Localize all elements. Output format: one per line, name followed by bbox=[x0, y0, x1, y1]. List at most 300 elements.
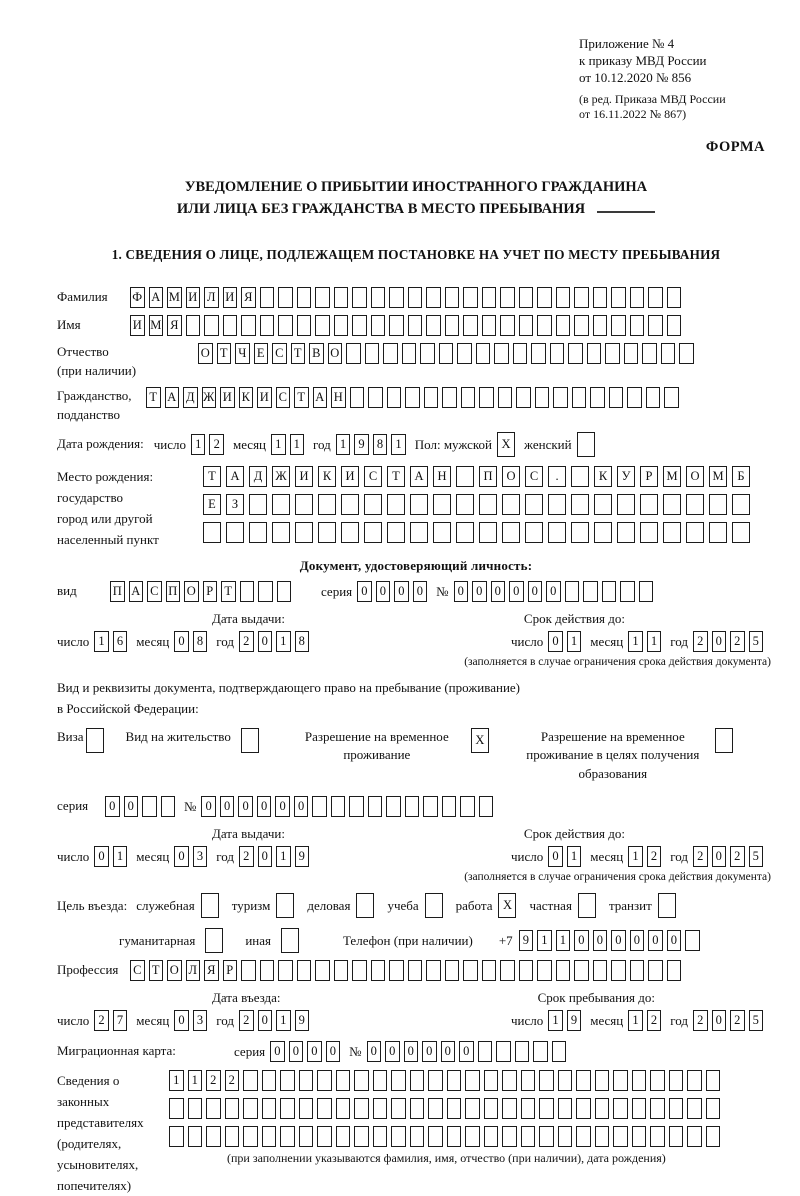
form-cell[interactable] bbox=[648, 960, 663, 981]
form-cell[interactable] bbox=[391, 1070, 406, 1091]
form-cell[interactable]: 8 bbox=[295, 631, 310, 652]
form-cell[interactable] bbox=[317, 1070, 332, 1091]
purpose-business-checkbox[interactable] bbox=[356, 893, 378, 918]
form-cell[interactable]: П bbox=[166, 581, 181, 602]
form-cell[interactable]: 0 bbox=[491, 581, 506, 602]
form-cell[interactable]: 0 bbox=[258, 846, 273, 867]
form-cell[interactable] bbox=[243, 1126, 258, 1147]
form-cell[interactable] bbox=[611, 287, 626, 308]
form-cell[interactable] bbox=[373, 1070, 388, 1091]
form-cell[interactable]: 0 bbox=[422, 1041, 437, 1062]
form-cell[interactable]: X bbox=[471, 728, 489, 753]
form-cell[interactable]: 8 bbox=[373, 434, 388, 455]
form-cell[interactable] bbox=[334, 287, 349, 308]
form-cell[interactable] bbox=[494, 343, 509, 364]
form-cell[interactable] bbox=[583, 581, 598, 602]
form-cell[interactable] bbox=[364, 522, 382, 543]
form-cell[interactable] bbox=[334, 315, 349, 336]
form-cell[interactable] bbox=[424, 387, 439, 408]
form-cell[interactable]: И bbox=[186, 287, 201, 308]
purpose-official-checkbox[interactable] bbox=[201, 893, 223, 918]
form-cell[interactable] bbox=[387, 522, 405, 543]
form-cell[interactable] bbox=[686, 494, 704, 515]
form-cell[interactable] bbox=[356, 893, 374, 918]
form-cell[interactable] bbox=[685, 930, 700, 951]
form-cell[interactable] bbox=[484, 1126, 499, 1147]
form-cell[interactable] bbox=[519, 287, 534, 308]
form-cell[interactable] bbox=[433, 494, 451, 515]
form-cell[interactable]: А bbox=[149, 287, 164, 308]
form-cell[interactable]: М bbox=[167, 287, 182, 308]
form-cell[interactable]: 1 bbox=[628, 631, 643, 652]
form-cell[interactable] bbox=[669, 1070, 684, 1091]
form-cell[interactable] bbox=[206, 1126, 221, 1147]
form-cell[interactable] bbox=[595, 1126, 610, 1147]
form-cell[interactable] bbox=[550, 343, 565, 364]
form-cell[interactable] bbox=[715, 728, 733, 753]
form-cell[interactable]: 2 bbox=[239, 846, 254, 867]
form-cell[interactable]: Т bbox=[203, 466, 221, 487]
form-cell[interactable] bbox=[605, 343, 620, 364]
form-cell[interactable] bbox=[142, 796, 157, 817]
form-cell[interactable] bbox=[445, 960, 460, 981]
form-cell[interactable]: 0 bbox=[367, 1041, 382, 1062]
form-cell[interactable] bbox=[568, 343, 583, 364]
form-cell[interactable] bbox=[426, 287, 441, 308]
form-cell[interactable]: Б bbox=[732, 466, 750, 487]
form-cell[interactable] bbox=[706, 1126, 721, 1147]
form-cell[interactable]: 2 bbox=[693, 631, 708, 652]
form-cell[interactable] bbox=[272, 522, 290, 543]
form-cell[interactable] bbox=[389, 960, 404, 981]
form-cell[interactable] bbox=[334, 960, 349, 981]
form-cell[interactable] bbox=[280, 1098, 295, 1119]
form-cell[interactable] bbox=[658, 893, 676, 918]
form-cell[interactable] bbox=[456, 494, 474, 515]
form-cell[interactable]: X bbox=[497, 432, 515, 457]
form-cell[interactable] bbox=[350, 387, 365, 408]
sex-female-checkbox[interactable] bbox=[577, 432, 599, 457]
form-cell[interactable] bbox=[539, 1098, 554, 1119]
form-cell[interactable]: 0 bbox=[201, 796, 216, 817]
form-cell[interactable] bbox=[553, 387, 568, 408]
form-cell[interactable] bbox=[706, 1098, 721, 1119]
form-cell[interactable] bbox=[502, 494, 520, 515]
form-cell[interactable] bbox=[280, 1070, 295, 1091]
form-cell[interactable] bbox=[276, 893, 294, 918]
form-cell[interactable]: 0 bbox=[174, 846, 189, 867]
form-cell[interactable]: М bbox=[149, 315, 164, 336]
form-cell[interactable]: 2 bbox=[206, 1070, 221, 1091]
form-cell[interactable]: Н bbox=[331, 387, 346, 408]
form-cell[interactable]: 2 bbox=[647, 1010, 662, 1031]
form-cell[interactable]: И bbox=[257, 387, 272, 408]
form-cell[interactable]: 0 bbox=[630, 930, 645, 951]
form-cell[interactable] bbox=[445, 315, 460, 336]
form-cell[interactable] bbox=[548, 494, 566, 515]
form-cell[interactable] bbox=[410, 1126, 425, 1147]
form-cell[interactable]: К bbox=[594, 466, 612, 487]
form-cell[interactable] bbox=[667, 287, 682, 308]
form-cell[interactable] bbox=[556, 315, 571, 336]
form-cell[interactable]: З bbox=[226, 494, 244, 515]
form-cell[interactable] bbox=[297, 960, 312, 981]
form-cell[interactable] bbox=[476, 343, 491, 364]
form-cell[interactable] bbox=[465, 1126, 480, 1147]
form-cell[interactable] bbox=[465, 1070, 480, 1091]
form-cell[interactable]: 1 bbox=[276, 1010, 291, 1031]
form-cell[interactable]: Д bbox=[183, 387, 198, 408]
form-cell[interactable] bbox=[410, 1070, 425, 1091]
form-cell[interactable]: Т bbox=[387, 466, 405, 487]
form-cell[interactable]: 1 bbox=[548, 1010, 563, 1031]
temp-residence-permit-checkbox[interactable] bbox=[471, 728, 493, 753]
form-cell[interactable] bbox=[479, 387, 494, 408]
form-cell[interactable]: Я bbox=[167, 315, 182, 336]
form-cell[interactable] bbox=[539, 1070, 554, 1091]
form-cell[interactable]: Т bbox=[221, 581, 236, 602]
form-cell[interactable] bbox=[373, 1126, 388, 1147]
form-cell[interactable] bbox=[577, 432, 595, 457]
form-cell[interactable]: И bbox=[341, 466, 359, 487]
form-cell[interactable]: 1 bbox=[567, 846, 582, 867]
form-cell[interactable] bbox=[223, 315, 238, 336]
purpose-other-checkbox[interactable] bbox=[281, 928, 303, 953]
form-cell[interactable] bbox=[482, 287, 497, 308]
form-cell[interactable] bbox=[602, 581, 617, 602]
form-cell[interactable]: Л bbox=[186, 960, 201, 981]
form-cell[interactable]: 0 bbox=[574, 930, 589, 951]
form-cell[interactable] bbox=[648, 287, 663, 308]
form-cell[interactable] bbox=[371, 287, 386, 308]
form-cell[interactable]: 0 bbox=[413, 581, 428, 602]
purpose-transit-checkbox[interactable] bbox=[658, 893, 680, 918]
form-cell[interactable]: 0 bbox=[257, 796, 272, 817]
form-cell[interactable] bbox=[521, 1070, 536, 1091]
form-cell[interactable]: 0 bbox=[275, 796, 290, 817]
form-cell[interactable] bbox=[262, 1070, 277, 1091]
form-cell[interactable] bbox=[336, 1126, 351, 1147]
form-cell[interactable]: 1 bbox=[271, 434, 286, 455]
form-cell[interactable]: Л bbox=[204, 287, 219, 308]
form-cell[interactable] bbox=[410, 494, 428, 515]
form-cell[interactable] bbox=[258, 581, 273, 602]
form-cell[interactable] bbox=[548, 522, 566, 543]
form-cell[interactable] bbox=[624, 343, 639, 364]
form-cell[interactable] bbox=[502, 1070, 517, 1091]
form-cell[interactable] bbox=[371, 315, 386, 336]
form-cell[interactable] bbox=[299, 1098, 314, 1119]
form-cell[interactable]: С bbox=[364, 466, 382, 487]
phone-cells[interactable] bbox=[519, 930, 704, 951]
form-cell[interactable]: 1 bbox=[336, 434, 351, 455]
form-cell[interactable]: М bbox=[663, 466, 681, 487]
form-cell[interactable]: 2 bbox=[693, 846, 708, 867]
form-cell[interactable] bbox=[272, 494, 290, 515]
form-cell[interactable]: 9 bbox=[295, 1010, 310, 1031]
form-cell[interactable] bbox=[225, 1126, 240, 1147]
form-cell[interactable] bbox=[387, 494, 405, 515]
form-cell[interactable] bbox=[408, 287, 423, 308]
form-cell[interactable]: К bbox=[318, 466, 336, 487]
form-cell[interactable]: 1 bbox=[94, 631, 109, 652]
form-cell[interactable]: Д bbox=[249, 466, 267, 487]
form-cell[interactable] bbox=[354, 1098, 369, 1119]
form-cell[interactable]: 0 bbox=[258, 1010, 273, 1031]
form-cell[interactable] bbox=[687, 1098, 702, 1119]
purpose-work-checkbox[interactable] bbox=[498, 893, 520, 918]
form-cell[interactable] bbox=[537, 960, 552, 981]
form-cell[interactable] bbox=[445, 287, 460, 308]
form-cell[interactable] bbox=[537, 315, 552, 336]
form-cell[interactable] bbox=[513, 343, 528, 364]
form-cell[interactable] bbox=[519, 960, 534, 981]
form-cell[interactable]: Т bbox=[291, 343, 306, 364]
form-cell[interactable]: 0 bbox=[454, 581, 469, 602]
form-cell[interactable] bbox=[428, 1126, 443, 1147]
form-cell[interactable] bbox=[405, 387, 420, 408]
form-cell[interactable]: Р bbox=[640, 466, 658, 487]
form-cell[interactable] bbox=[278, 315, 293, 336]
form-cell[interactable]: Ж bbox=[202, 387, 217, 408]
form-cell[interactable]: 2 bbox=[239, 631, 254, 652]
form-cell[interactable] bbox=[312, 796, 327, 817]
form-cell[interactable] bbox=[368, 387, 383, 408]
form-cell[interactable] bbox=[226, 522, 244, 543]
form-cell[interactable] bbox=[260, 960, 275, 981]
form-cell[interactable] bbox=[669, 1098, 684, 1119]
form-cell[interactable] bbox=[349, 796, 364, 817]
form-cell[interactable]: Т bbox=[149, 960, 164, 981]
form-cell[interactable] bbox=[373, 1098, 388, 1119]
form-cell[interactable] bbox=[525, 494, 543, 515]
form-cell[interactable]: 0 bbox=[394, 581, 409, 602]
form-cell[interactable] bbox=[295, 522, 313, 543]
form-cell[interactable]: 3 bbox=[193, 1010, 208, 1031]
form-cell[interactable]: X bbox=[498, 893, 516, 918]
form-cell[interactable] bbox=[576, 1098, 591, 1119]
form-cell[interactable]: 9 bbox=[519, 930, 534, 951]
form-cell[interactable]: 2 bbox=[693, 1010, 708, 1031]
form-cell[interactable] bbox=[613, 1070, 628, 1091]
form-cell[interactable] bbox=[594, 494, 612, 515]
form-cell[interactable] bbox=[315, 960, 330, 981]
form-cell[interactable] bbox=[204, 315, 219, 336]
form-cell[interactable] bbox=[732, 494, 750, 515]
form-cell[interactable] bbox=[447, 1126, 462, 1147]
form-cell[interactable] bbox=[611, 960, 626, 981]
form-cell[interactable]: 0 bbox=[94, 846, 109, 867]
form-cell[interactable] bbox=[354, 1126, 369, 1147]
form-cell[interactable]: 0 bbox=[459, 1041, 474, 1062]
form-cell[interactable] bbox=[386, 796, 401, 817]
form-cell[interactable] bbox=[241, 960, 256, 981]
form-cell[interactable]: 2 bbox=[730, 1010, 745, 1031]
form-cell[interactable] bbox=[318, 494, 336, 515]
form-cell[interactable]: 1 bbox=[191, 434, 206, 455]
form-cell[interactable]: 1 bbox=[567, 631, 582, 652]
form-cell[interactable] bbox=[240, 581, 255, 602]
form-cell[interactable] bbox=[368, 796, 383, 817]
form-cell[interactable] bbox=[260, 287, 275, 308]
form-cell[interactable] bbox=[433, 522, 451, 543]
form-cell[interactable] bbox=[277, 581, 292, 602]
form-cell[interactable] bbox=[479, 796, 494, 817]
form-cell[interactable] bbox=[484, 1098, 499, 1119]
form-cell[interactable]: 2 bbox=[647, 846, 662, 867]
form-cell[interactable] bbox=[260, 315, 275, 336]
form-cell[interactable]: 1 bbox=[113, 846, 128, 867]
form-cell[interactable] bbox=[502, 1126, 517, 1147]
form-cell[interactable] bbox=[519, 315, 534, 336]
form-cell[interactable]: О bbox=[184, 581, 199, 602]
form-cell[interactable] bbox=[706, 1070, 721, 1091]
form-cell[interactable] bbox=[663, 522, 681, 543]
form-cell[interactable] bbox=[558, 1126, 573, 1147]
form-cell[interactable]: 2 bbox=[209, 434, 224, 455]
form-cell[interactable] bbox=[611, 315, 626, 336]
form-cell[interactable] bbox=[426, 960, 441, 981]
form-cell[interactable]: 0 bbox=[307, 1041, 322, 1062]
form-cell[interactable] bbox=[249, 522, 267, 543]
form-cell[interactable]: . bbox=[548, 466, 566, 487]
form-cell[interactable] bbox=[457, 343, 472, 364]
form-cell[interactable] bbox=[317, 1098, 332, 1119]
form-cell[interactable] bbox=[420, 343, 435, 364]
form-cell[interactable]: 6 bbox=[113, 631, 128, 652]
form-cell[interactable] bbox=[456, 466, 474, 487]
form-cell[interactable] bbox=[565, 581, 580, 602]
form-cell[interactable]: 8 bbox=[193, 631, 208, 652]
form-cell[interactable]: 9 bbox=[295, 846, 310, 867]
form-cell[interactable]: А bbox=[313, 387, 328, 408]
form-cell[interactable] bbox=[572, 387, 587, 408]
form-cell[interactable]: 2 bbox=[239, 1010, 254, 1031]
form-cell[interactable]: С bbox=[276, 387, 291, 408]
form-cell[interactable]: 3 bbox=[193, 846, 208, 867]
form-cell[interactable] bbox=[630, 960, 645, 981]
form-cell[interactable] bbox=[341, 522, 359, 543]
form-cell[interactable]: А bbox=[165, 387, 180, 408]
form-cell[interactable] bbox=[387, 387, 402, 408]
form-cell[interactable]: 0 bbox=[220, 796, 235, 817]
form-cell[interactable] bbox=[613, 1126, 628, 1147]
form-cell[interactable] bbox=[642, 343, 657, 364]
purpose-tourism-checkbox[interactable] bbox=[276, 893, 298, 918]
form-cell[interactable]: О bbox=[686, 466, 704, 487]
form-cell[interactable]: 0 bbox=[238, 796, 253, 817]
form-cell[interactable] bbox=[463, 287, 478, 308]
form-cell[interactable]: И bbox=[130, 315, 145, 336]
form-cell[interactable]: 2 bbox=[730, 631, 745, 652]
form-cell[interactable]: Т bbox=[294, 387, 309, 408]
form-cell[interactable] bbox=[632, 1126, 647, 1147]
form-cell[interactable] bbox=[341, 494, 359, 515]
form-cell[interactable] bbox=[558, 1098, 573, 1119]
form-cell[interactable]: 0 bbox=[611, 930, 626, 951]
form-cell[interactable] bbox=[482, 315, 497, 336]
form-cell[interactable] bbox=[537, 287, 552, 308]
form-cell[interactable] bbox=[630, 315, 645, 336]
form-cell[interactable] bbox=[496, 1041, 511, 1062]
form-cell[interactable] bbox=[297, 287, 312, 308]
form-cell[interactable]: 0 bbox=[385, 1041, 400, 1062]
form-cell[interactable] bbox=[590, 387, 605, 408]
form-cell[interactable]: 0 bbox=[124, 796, 139, 817]
form-cell[interactable] bbox=[632, 1098, 647, 1119]
form-cell[interactable] bbox=[525, 522, 543, 543]
form-cell[interactable] bbox=[552, 1041, 567, 1062]
form-cell[interactable] bbox=[365, 343, 380, 364]
form-cell[interactable] bbox=[188, 1126, 203, 1147]
form-cell[interactable]: С bbox=[130, 960, 145, 981]
form-cell[interactable]: Я bbox=[204, 960, 219, 981]
form-cell[interactable] bbox=[336, 1098, 351, 1119]
form-cell[interactable] bbox=[593, 315, 608, 336]
form-cell[interactable] bbox=[408, 315, 423, 336]
form-cell[interactable] bbox=[571, 494, 589, 515]
form-cell[interactable]: 0 bbox=[712, 846, 727, 867]
form-cell[interactable]: Р bbox=[203, 581, 218, 602]
form-cell[interactable] bbox=[336, 1070, 351, 1091]
form-cell[interactable] bbox=[161, 796, 176, 817]
form-cell[interactable]: О bbox=[328, 343, 343, 364]
form-cell[interactable]: 0 bbox=[105, 796, 120, 817]
form-cell[interactable]: 2 bbox=[730, 846, 745, 867]
form-cell[interactable] bbox=[533, 1041, 548, 1062]
form-cell[interactable]: С bbox=[147, 581, 162, 602]
form-cell[interactable] bbox=[352, 315, 367, 336]
form-cell[interactable]: 0 bbox=[174, 1010, 189, 1031]
form-cell[interactable]: Е bbox=[254, 343, 269, 364]
form-cell[interactable] bbox=[500, 315, 515, 336]
form-cell[interactable] bbox=[576, 1070, 591, 1091]
form-cell[interactable] bbox=[593, 960, 608, 981]
form-cell[interactable] bbox=[297, 315, 312, 336]
form-cell[interactable]: 0 bbox=[548, 631, 563, 652]
form-cell[interactable] bbox=[515, 1041, 530, 1062]
form-cell[interactable]: 0 bbox=[326, 1041, 341, 1062]
form-cell[interactable]: 0 bbox=[528, 581, 543, 602]
form-cell[interactable]: Ж bbox=[272, 466, 290, 487]
form-cell[interactable] bbox=[640, 494, 658, 515]
sex-male-checkbox[interactable] bbox=[497, 432, 519, 457]
form-cell[interactable] bbox=[186, 315, 201, 336]
form-cell[interactable] bbox=[439, 343, 454, 364]
education-residence-permit-checkbox[interactable] bbox=[715, 728, 737, 753]
form-cell[interactable]: О bbox=[198, 343, 213, 364]
form-cell[interactable] bbox=[500, 287, 515, 308]
form-cell[interactable]: Р bbox=[223, 960, 238, 981]
form-cell[interactable]: А bbox=[129, 581, 144, 602]
form-cell[interactable]: 0 bbox=[648, 930, 663, 951]
form-cell[interactable] bbox=[650, 1126, 665, 1147]
form-cell[interactable] bbox=[639, 581, 654, 602]
form-cell[interactable] bbox=[460, 796, 475, 817]
form-cell[interactable] bbox=[556, 960, 571, 981]
form-cell[interactable] bbox=[461, 387, 476, 408]
form-cell[interactable]: 2 bbox=[225, 1070, 240, 1091]
form-cell[interactable] bbox=[648, 315, 663, 336]
form-cell[interactable] bbox=[278, 287, 293, 308]
form-cell[interactable] bbox=[632, 1070, 647, 1091]
form-cell[interactable] bbox=[428, 1098, 443, 1119]
form-cell[interactable]: М bbox=[709, 466, 727, 487]
form-cell[interactable] bbox=[241, 315, 256, 336]
form-cell[interactable]: 0 bbox=[593, 930, 608, 951]
form-cell[interactable] bbox=[447, 1098, 462, 1119]
form-cell[interactable] bbox=[428, 1070, 443, 1091]
